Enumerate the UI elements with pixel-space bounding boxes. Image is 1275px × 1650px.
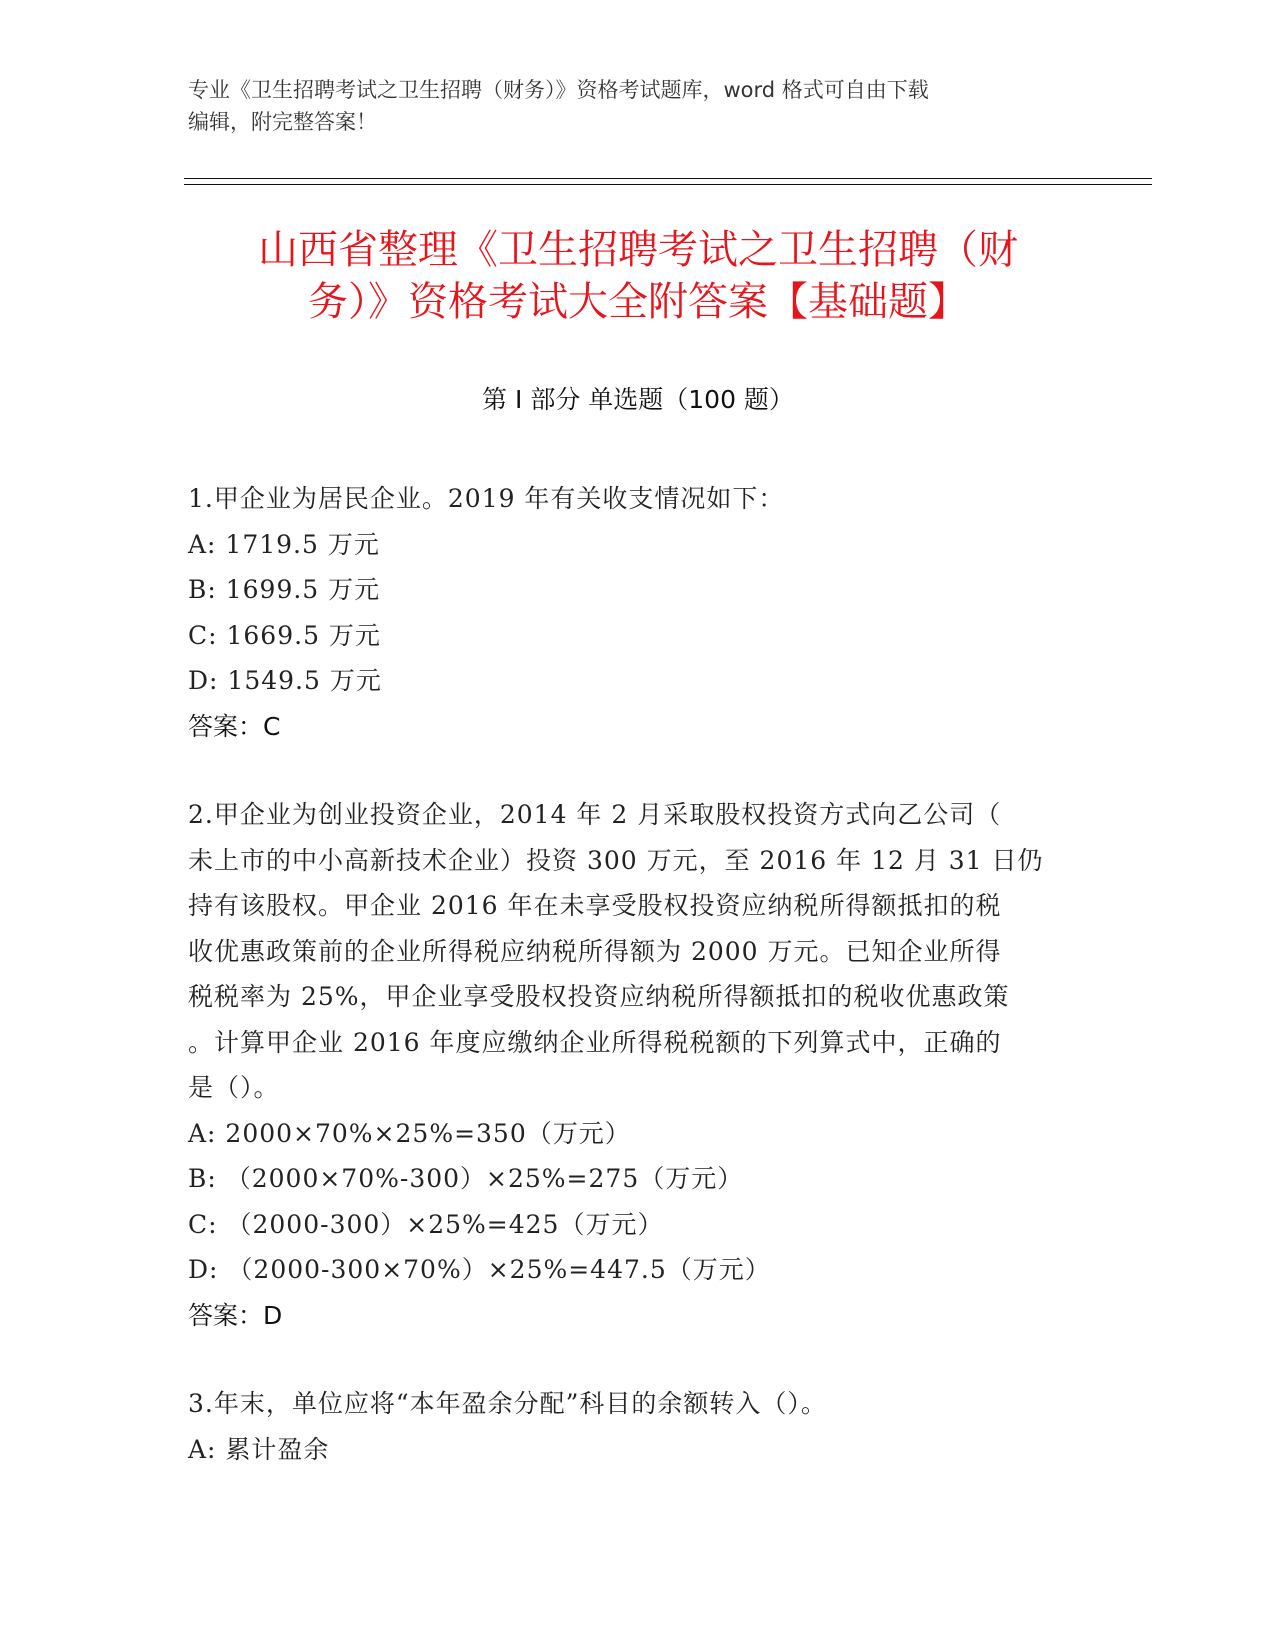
page-title-line-1: 山西省整理《卫生招聘考试之卫生招聘（财 bbox=[258, 227, 1018, 273]
option-a: A: 1719.5 万元 bbox=[188, 529, 380, 559]
option-c: C: 1669.5 万元 bbox=[188, 620, 381, 650]
page-title bbox=[180, 224, 1096, 328]
question-stem-line: 持有该股权。甲企业 2016 年在未享受股权投资应纳税所得额抵扣的税 bbox=[188, 891, 1002, 920]
question-stem-line: 是（）。 bbox=[188, 1073, 280, 1102]
question-stem-line: 税税率为 25%，甲企业享受股权投资应纳税所得额抵扣的税收优惠政策 bbox=[188, 982, 1010, 1011]
question-stem-line: 。计算甲企业 2016 年度应缴纳企业所得税税额的下列算式中，正确的 bbox=[188, 1027, 1002, 1057]
option-b: B: （2000×70%-300）×25%=275（万元） bbox=[188, 1164, 744, 1193]
answer-label: 答案：C bbox=[188, 711, 281, 741]
question-1 bbox=[188, 476, 1088, 749]
question-stem: 1.甲企业为居民企业。2019 年有关收支情况如下： bbox=[188, 484, 785, 513]
question-stem-line: 2.甲企业为创业投资企业，2014 年 2 月采取股权投资方式向乙公司（ bbox=[188, 800, 1002, 829]
header-divider-top bbox=[184, 178, 1152, 179]
option-b: B: 1699.5 万元 bbox=[188, 575, 381, 604]
header-divider-bottom bbox=[184, 184, 1152, 185]
question-stem: 3.年末，单位应将“本年盈余分配”科目的余额转入（）。 bbox=[188, 1389, 827, 1418]
option-a: A: 2000×70%×25%=350（万元） bbox=[188, 1118, 631, 1148]
question-3 bbox=[188, 1381, 1088, 1472]
option-d: D: 1549.5 万元 bbox=[188, 666, 382, 695]
page-title-line-2: 务）》资格考试大全附答案【基础题】 bbox=[308, 279, 968, 325]
option-a: A: 累计盈余 bbox=[188, 1434, 330, 1464]
header-note bbox=[188, 74, 1088, 138]
question-stem-line: 未上市的中小高新技术企业）投资 300 万元，至 2016 年 12 月 31 日仍 bbox=[188, 845, 1044, 875]
question-2 bbox=[188, 792, 1088, 1338]
header-note-line-2: 编辑，附完整答案！ bbox=[188, 110, 377, 134]
answer-label: 答案：D bbox=[188, 1300, 283, 1330]
option-c: C: （2000-300）×25%=425（万元） bbox=[188, 1209, 664, 1239]
section-heading: 第 I 部分 单选题（100 题） bbox=[482, 385, 794, 414]
header-note-line-1: 专业《卫生招聘考试之卫生招聘（财务）》资格考试题库，word 格式可自由下载 bbox=[188, 78, 929, 102]
option-d: D: （2000-300×70%）×25%=447.5（万元） bbox=[188, 1255, 771, 1284]
question-stem-line: 收优惠政策前的企业所得税应纳税所得额为 2000 万元。已知企业所得 bbox=[188, 936, 1002, 966]
